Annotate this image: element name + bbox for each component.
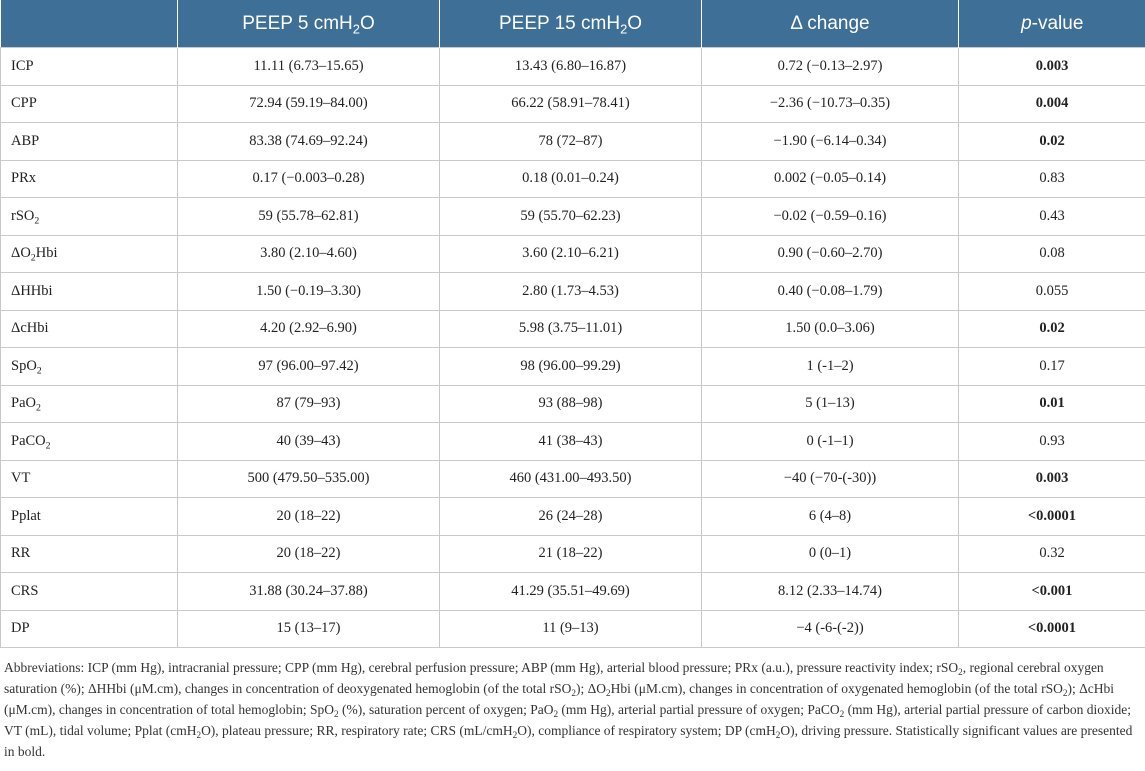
cell-p-value: 0.055 xyxy=(959,273,1145,311)
cell-peep-15: 41 (38–43) xyxy=(440,423,702,461)
header-p-value: p-value xyxy=(959,0,1145,48)
cell-peep-5: 11.11 (6.73–15.65) xyxy=(178,48,440,86)
cell-delta-change: −40 (−70-(-30)) xyxy=(702,460,959,498)
cell-delta-change: −1.90 (−6.14–0.34) xyxy=(702,123,959,161)
cell-p-value: 0.003 xyxy=(959,48,1145,86)
cell-delta-change: 0 (-1–1) xyxy=(702,423,959,461)
cell-peep-15: 0.18 (0.01–0.24) xyxy=(440,160,702,198)
header-delta-change: Δ change xyxy=(702,0,959,48)
cell-p-value: 0.01 xyxy=(959,385,1145,423)
cell-peep-5: 15 (13–17) xyxy=(178,610,440,648)
cell-delta-change: 0.40 (−0.08–1.79) xyxy=(702,273,959,311)
table-row xyxy=(1,160,1145,198)
cell-delta-change: −2.36 (−10.73–0.35) xyxy=(702,85,959,123)
table-row xyxy=(1,460,1145,498)
row-parameter: ΔcHbi xyxy=(1,310,178,348)
cell-peep-5: 500 (479.50–535.00) xyxy=(178,460,440,498)
row-parameter: ΔHHbi xyxy=(1,273,178,311)
cell-peep-5: 59 (55.78–62.81) xyxy=(178,198,440,236)
row-parameter: PaO$_2$ xyxy=(1,385,178,423)
table-row xyxy=(1,610,1145,648)
cell-peep-15: 98 (96.00–99.29) xyxy=(440,348,702,386)
cell-peep-15: 5.98 (3.75–11.01) xyxy=(440,310,702,348)
cell-p-value: 0.08 xyxy=(959,235,1145,273)
table-row xyxy=(1,348,1145,386)
cell-p-value: 0.17 xyxy=(959,348,1145,386)
cell-peep-5: 20 (18–22) xyxy=(178,535,440,573)
cell-peep-5: 20 (18–22) xyxy=(178,498,440,536)
cell-delta-change: 1.50 (0.0–3.06) xyxy=(702,310,959,348)
cell-peep-5: 0.17 (−0.003–0.28) xyxy=(178,160,440,198)
cell-p-value: 0.93 xyxy=(959,423,1145,461)
cell-peep-15: 41.29 (35.51–49.69) xyxy=(440,573,702,611)
table-row xyxy=(1,573,1145,611)
cell-peep-5: 87 (79–93) xyxy=(178,385,440,423)
row-parameter: $\Delta O_2Hbi$ xyxy=(1,235,178,273)
cell-p-value: 0.003 xyxy=(959,460,1145,498)
cell-p-value: 0.83 xyxy=(959,160,1145,198)
header-peep-15: PEEP 15 cmH$_2$O xyxy=(440,0,702,48)
table-row xyxy=(1,123,1145,161)
cell-peep-5: 97 (96.00–97.42) xyxy=(178,348,440,386)
header-row xyxy=(1,0,1145,48)
cell-peep-15: 13.43 (6.80–16.87) xyxy=(440,48,702,86)
table-row xyxy=(1,310,1145,348)
cell-delta-change: 0.90 (−0.60–2.70) xyxy=(702,235,959,273)
cell-p-value: 0.02 xyxy=(959,310,1145,348)
row-parameter: PaCO$_2$ xyxy=(1,423,178,461)
table-row xyxy=(1,85,1145,123)
header-peep-5: PEEP 5 cmH$_2$O xyxy=(178,0,440,48)
cell-peep-15: 460 (431.00–493.50) xyxy=(440,460,702,498)
cell-p-value: 0.02 xyxy=(959,123,1145,161)
row-parameter: DP xyxy=(1,610,178,648)
table-row xyxy=(1,235,1145,273)
row-parameter: VT xyxy=(1,460,178,498)
row-parameter: rSO$_2$ xyxy=(1,198,178,236)
cell-peep-15: 59 (55.70–62.23) xyxy=(440,198,702,236)
cell-peep-15: 2.80 (1.73–4.53) xyxy=(440,273,702,311)
cell-delta-change: 8.12 (2.33–14.74) xyxy=(702,573,959,611)
cell-p-value: 0.004 xyxy=(959,85,1145,123)
cell-delta-change: 1 (-1–2) xyxy=(702,348,959,386)
cell-peep-5: 40 (39–43) xyxy=(178,423,440,461)
cell-delta-change: 0 (0–1) xyxy=(702,535,959,573)
cell-p-value: <0.0001 xyxy=(959,610,1145,648)
table-row xyxy=(1,198,1145,236)
table-row xyxy=(1,48,1145,86)
row-parameter: CPP xyxy=(1,85,178,123)
cell-delta-change: 5 (1–13) xyxy=(702,385,959,423)
cell-p-value: <0.0001 xyxy=(959,498,1145,536)
row-parameter: CRS xyxy=(1,573,178,611)
cell-delta-change: 0.72 (−0.13–2.97) xyxy=(702,48,959,86)
table-row xyxy=(1,423,1145,461)
abbreviations-footnote: Abbreviations: ICP (mm Hg), intracranial pressure; CPP (mm Hg), cerebral perfusion pressure; ABP (mm Hg), arterial blood pressure; PRx (a.u.), pressure reactivity index; rSO$_2$, regional cerebral oxygen saturation (%); ΔHHbi (μM.cm), changes in concentration of deoxygenated hemoglobin (of the total rSO$_2$); $\Delta O_2Hbi$ (μM.cm), changes in concentration of oxygenated hemoglobin (of the total rSO$_2$); ΔcHbi (μM.cm), changes in concentration of total hemoglobin; SpO$_2$ (%), saturation percent of oxygen; PaO$_2$ (mm Hg), arterial partial pressure of oxygen; PaCO$_2$ (mm Hg), arterial partial pressure of carbon dioxide; VT (mL), tidal volume; Pplat (cmH$_2$O), plateau pressure; RR, respiratory rate; CRS (mL/cmH$_2$O), compliance of respiratory system; DP (cmH$_2$O), driving pressure. Statistically significant values are presented in bold. xyxy=(4,660,1133,759)
cell-delta-change: −0.02 (−0.59–0.16) xyxy=(702,198,959,236)
table-row xyxy=(1,273,1145,311)
cell-peep-15: 11 (9–13) xyxy=(440,610,702,648)
cell-peep-5: 83.38 (74.69–92.24) xyxy=(178,123,440,161)
cell-peep-5: 4.20 (2.92–6.90) xyxy=(178,310,440,348)
table-row xyxy=(1,535,1145,573)
cell-delta-change: 6 (4–8) xyxy=(702,498,959,536)
row-parameter: SpO$_2$ xyxy=(1,348,178,386)
row-parameter: ICP xyxy=(1,48,178,86)
table-row xyxy=(1,385,1145,423)
table-body xyxy=(1,48,1145,648)
cell-delta-change: −4 (-6-(-2)) xyxy=(702,610,959,648)
cell-p-value: 0.43 xyxy=(959,198,1145,236)
cell-peep-5: 31.88 (30.24–37.88) xyxy=(178,573,440,611)
cell-peep-5: 1.50 (−0.19–3.30) xyxy=(178,273,440,311)
cell-peep-15: 93 (88–98) xyxy=(440,385,702,423)
cell-p-value: <0.001 xyxy=(959,573,1145,611)
header-parameter xyxy=(1,0,178,48)
cell-peep-15: 66.22 (58.91–78.41) xyxy=(440,85,702,123)
cell-peep-15: 78 (72–87) xyxy=(440,123,702,161)
cell-peep-15: 3.60 (2.10–6.21) xyxy=(440,235,702,273)
cell-peep-5: 3.80 (2.10–4.60) xyxy=(178,235,440,273)
row-parameter: PRx xyxy=(1,160,178,198)
cell-peep-15: 26 (24–28) xyxy=(440,498,702,536)
row-parameter: Pplat xyxy=(1,498,178,536)
cell-peep-15: 21 (18–22) xyxy=(440,535,702,573)
cell-peep-5: 72.94 (59.19–84.00) xyxy=(178,85,440,123)
row-parameter: ABP xyxy=(1,123,178,161)
cell-p-value: 0.32 xyxy=(959,535,1145,573)
cell-delta-change: 0.002 (−0.05–0.14) xyxy=(702,160,959,198)
row-parameter: RR xyxy=(1,535,178,573)
table-row xyxy=(1,498,1145,536)
